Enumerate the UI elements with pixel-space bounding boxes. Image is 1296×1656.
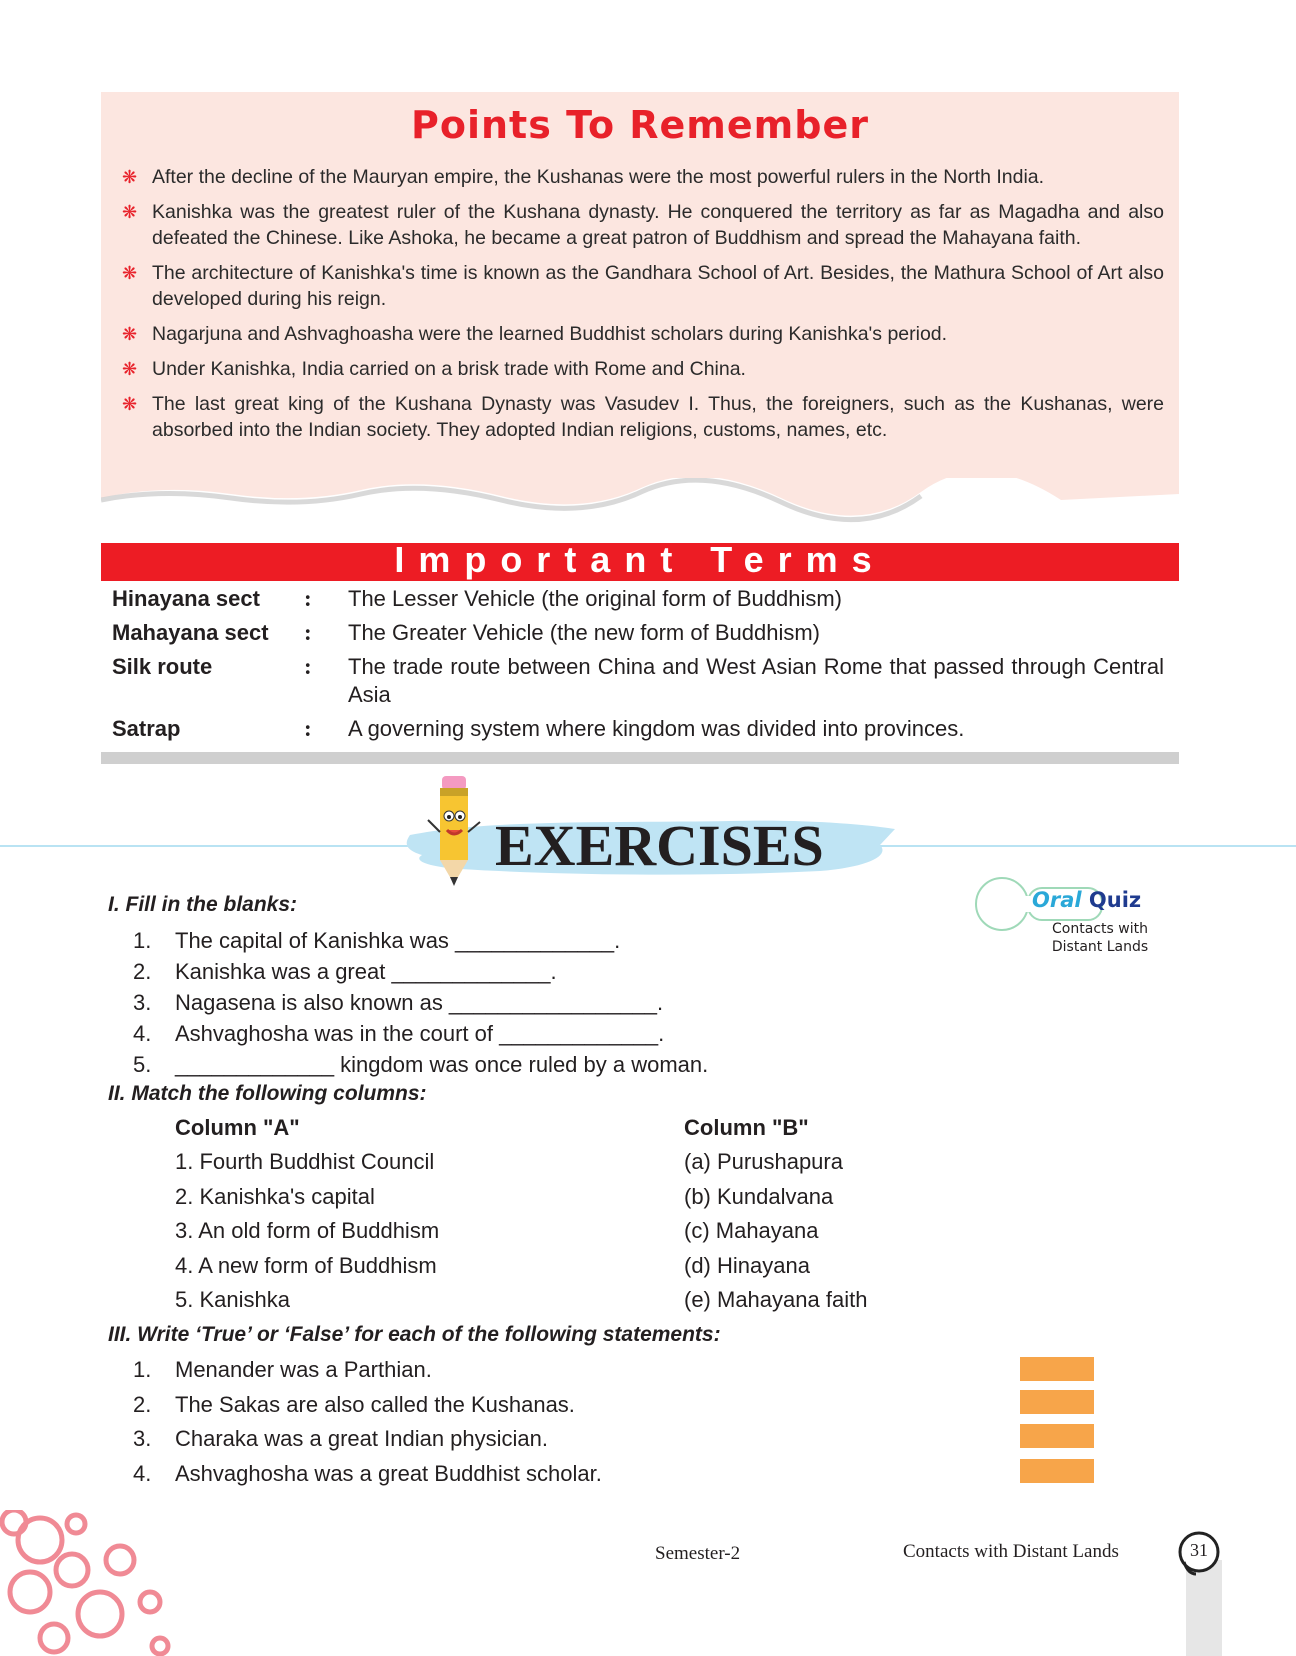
term-separator: :	[304, 620, 312, 645]
term-row	[112, 619, 1164, 653]
answer-box[interactable]	[1020, 1357, 1094, 1381]
term-row	[112, 653, 1164, 715]
list-item: 4. Ashvaghosha was a great Buddhist scholar.	[133, 1460, 602, 1486]
decorative-rings	[0, 1510, 180, 1656]
term-separator: :	[304, 716, 312, 741]
list-item: 2. The Sakas are also called the Kushanas.	[133, 1391, 575, 1417]
terms-divider	[101, 752, 1179, 764]
torn-paper-edge	[101, 478, 1179, 538]
term-row	[112, 585, 1164, 619]
answer-box[interactable]	[1020, 1424, 1094, 1448]
term-name: Silk route	[112, 654, 213, 679]
term-definition: The trade route between China and West Asian Rome that passed through Central Asia	[348, 654, 1164, 707]
asterisk-bullet-icon: ❋	[122, 167, 138, 187]
term-row	[112, 715, 1164, 749]
points-list	[118, 164, 1164, 452]
list-item: 5. Kanishka	[175, 1287, 290, 1312]
fill-blanks-list	[133, 925, 708, 1080]
points-to-remember-title: Points To Remember	[411, 103, 869, 147]
list-item: (d) Hinayana	[684, 1252, 810, 1278]
page-number: 31	[1190, 1540, 1208, 1560]
point-item: ❋ Nagarjuna and Ashvaghoasha were the learned Buddhist scholars during Kanishka's period.	[122, 323, 948, 345]
list-item: 3. An old form of Buddhism	[175, 1218, 440, 1243]
important-terms-title: Important Terms	[394, 539, 886, 580]
list-item: 4. Ashvaghosha was in the court of _____________.	[133, 1021, 665, 1046]
term-name: Mahayana sect	[112, 620, 269, 645]
column-b-list	[684, 1145, 867, 1318]
list-item: 1. The capital of Kanishka was _____________.	[133, 928, 621, 953]
term-definition: A governing system where kingdom was divided into provinces.	[348, 716, 965, 741]
point-item: ❋ The last great king of the Kushana Dynasty was Vasudev I. Thus, the foreigners, such as the Kushanas, were absorbed into the Indian society. They adopted Indian religions, customs, names, etc.	[122, 393, 1164, 441]
match-heading: II. Match the following columns:	[108, 1082, 427, 1105]
term-definition: The Greater Vehicle (the new form of Buddhism)	[348, 620, 820, 645]
column-a-list	[175, 1145, 439, 1318]
column-a-title: Column "A"	[175, 1115, 300, 1140]
point-item: ❋ Under Kanishka, India carried on a brisk trade with Rome and China.	[122, 358, 746, 380]
asterisk-bullet-icon: ❋	[122, 263, 138, 283]
term-name: Satrap	[112, 716, 181, 741]
column-b-title: Column "B"	[684, 1115, 809, 1140]
term-separator: :	[304, 586, 312, 611]
term-definition: The Lesser Vehicle (the original form of Buddhism)	[348, 586, 843, 611]
list-item: (c) Mahayana	[684, 1218, 819, 1243]
list-item: 4. A new form of Buddhism	[175, 1252, 437, 1278]
oral-quiz-topic: Contacts with Distant Lands	[1051, 921, 1149, 955]
true-false-heading: III. Write ‘True’ or ‘False’ for each of the following statements:	[108, 1323, 721, 1346]
exercises-title: EXERCISES	[495, 813, 824, 878]
footer-chapter-title: Contacts with Distant Lands	[903, 1541, 1119, 1562]
point-item: ❋ The architecture of Kanishka's time is known as the Gandhara School of Art. Besides, the Mathura School of Art also developed during his reign.	[122, 262, 1164, 310]
list-item: 5. _____________ kingdom was once ruled by a woman.	[133, 1052, 709, 1077]
footer-semester: Semester-2	[655, 1543, 741, 1564]
answer-box[interactable]	[1020, 1459, 1094, 1483]
term-name: Hinayana sect	[112, 586, 260, 611]
asterisk-bullet-icon: ❋	[122, 359, 138, 379]
terms-table	[112, 585, 1164, 749]
list-item: 2. Kanishka's capital	[175, 1183, 375, 1209]
answer-box[interactable]	[1020, 1390, 1094, 1414]
point-item: ❋ Kanishka was the greatest ruler of the Kushana dynasty. He conquered the territory as far as Magadha and also defeated the Chinese. Like Ashoka, he became a great patron of Buddhism and spread the Mahayana faith.	[122, 201, 1164, 249]
oral-quiz-label: Oral Quiz	[1032, 888, 1142, 912]
list-item: 1. Menander was a Parthian.	[133, 1357, 432, 1382]
list-item: (e) Mahayana faith	[684, 1287, 868, 1312]
asterisk-bullet-icon: ❋	[122, 324, 138, 344]
list-item: 3. Charaka was a great Indian physician.	[133, 1426, 548, 1451]
list-item: 3. Nagasena is also known as _________________.	[133, 990, 664, 1015]
fill-blanks-heading: I. Fill in the blanks:	[108, 893, 298, 916]
pencil-mascot-icon	[422, 772, 486, 892]
true-false-list	[133, 1353, 602, 1491]
asterisk-bullet-icon: ❋	[122, 202, 138, 222]
asterisk-bullet-icon: ❋	[122, 394, 138, 414]
point-item: ❋ After the decline of the Mauryan empire, the Kushanas were the most powerful rulers in the North India.	[122, 166, 1045, 188]
term-separator: :	[304, 654, 312, 679]
list-item: (b) Kundalvana	[684, 1183, 834, 1209]
list-item: 1. Fourth Buddhist Council	[175, 1149, 435, 1174]
list-item: (a) Purushapura	[684, 1149, 843, 1174]
list-item: 2. Kanishka was a great _____________.	[133, 959, 557, 984]
